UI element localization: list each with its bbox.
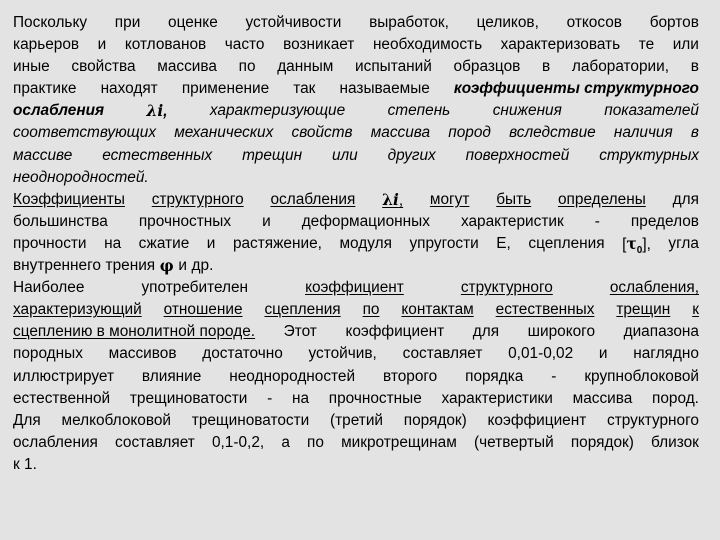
word: влияние [141, 367, 202, 385]
word: и [97, 36, 107, 54]
word: второго [383, 367, 438, 385]
word: трещиноватости [129, 389, 248, 407]
word: применение [181, 80, 270, 98]
word: часто [224, 36, 265, 54]
word: употребителен [141, 279, 249, 297]
word: структурного [460, 279, 553, 297]
word: коэффициенты структурного [453, 80, 699, 98]
word: коэффициент [487, 411, 587, 429]
word: контактам [401, 301, 474, 319]
text-line [13, 277, 699, 299]
word: пределов [630, 212, 699, 230]
word: трещиноватости [191, 411, 310, 429]
word: и [206, 234, 216, 252]
word: пород [448, 124, 491, 142]
word: устойчивости [245, 14, 342, 31]
word: трещин [616, 301, 671, 319]
word: прочностных [138, 212, 232, 230]
word: прочности [13, 234, 87, 252]
word: откосов [566, 14, 622, 31]
word: или [331, 146, 358, 164]
word: свойства [71, 58, 136, 76]
word: внутреннего [13, 257, 101, 275]
word: Для [13, 411, 41, 429]
word: массива [370, 124, 431, 142]
word: составляет [402, 345, 483, 363]
word: отношение [163, 301, 243, 319]
word: по [307, 433, 324, 451]
word: при [114, 14, 141, 31]
word: (четвертый [473, 433, 554, 451]
word: сцепления [264, 301, 341, 319]
text-line [13, 388, 699, 410]
word: 0,1-0,2, [211, 433, 265, 451]
word: степень [387, 102, 451, 120]
word: Наиболее [13, 279, 85, 297]
word: упругости [409, 234, 479, 252]
text-line [13, 410, 699, 432]
word: прочностные [328, 389, 422, 407]
word: характеризовать [500, 36, 621, 54]
word: а [281, 433, 290, 451]
word: породных [13, 345, 83, 363]
word: необходимость [372, 36, 483, 54]
word: устойчив, [308, 345, 377, 363]
word: (третий [330, 411, 384, 429]
text-line [13, 189, 699, 211]
word: массивов [108, 345, 177, 363]
word: естественных [495, 301, 595, 319]
word: быть [496, 190, 532, 208]
word: практике [13, 80, 77, 98]
word: массива [157, 58, 217, 76]
text-line [13, 432, 699, 454]
word: ослабления [13, 433, 98, 451]
word: в [541, 58, 551, 76]
word: Поскольку [13, 14, 88, 31]
word: Коэффициенты [13, 190, 125, 208]
text-line [13, 122, 699, 144]
word: трения [105, 257, 156, 275]
word: в [690, 58, 699, 76]
text-line [13, 366, 699, 388]
text-line [13, 12, 699, 34]
word: механических [174, 124, 274, 142]
word: на [291, 389, 310, 407]
word: структурного [607, 411, 699, 429]
word: снижения [492, 102, 562, 120]
word: λi, [146, 102, 168, 121]
word: и [262, 212, 271, 230]
text-line [13, 34, 699, 56]
word: массива [572, 389, 633, 407]
word: возникает [283, 36, 355, 54]
word: порядок) [570, 433, 634, 451]
word: микротрещинам [341, 433, 457, 451]
word: бортов [649, 14, 699, 31]
word: ослабления, [609, 279, 699, 297]
word: для [672, 190, 699, 208]
word: вследствие [509, 124, 596, 142]
word: лаборатории, [571, 58, 670, 76]
word: соответствующих [13, 124, 157, 142]
text-line [13, 211, 699, 233]
word: характеризующий [13, 301, 142, 319]
word: пород. [652, 389, 699, 407]
word: и [598, 345, 608, 363]
word: показателей [604, 102, 699, 120]
word: 0,01-0,02 [508, 345, 574, 363]
text-line [13, 299, 699, 321]
word: естественных [102, 146, 213, 164]
word: близок [651, 433, 699, 451]
word: коэффициент [345, 323, 445, 341]
word: других [387, 146, 436, 164]
word: наглядно [633, 345, 699, 363]
word: - [594, 212, 600, 230]
word: ослабления [13, 102, 105, 120]
word: сцеплению в монолитной породе. [13, 323, 256, 341]
word: φ [159, 257, 174, 276]
word: неоднородностей [229, 367, 356, 385]
word: структурного [151, 190, 244, 208]
word: структурных [599, 146, 699, 164]
word: оценке [168, 14, 218, 31]
word: по [238, 58, 256, 76]
word: сжатие [138, 234, 190, 252]
word: или [672, 36, 699, 54]
word: к 1. [13, 455, 37, 473]
text-line [13, 255, 699, 277]
word: свойств [291, 124, 353, 142]
text-line [13, 321, 699, 343]
word: характеризующие [209, 102, 346, 120]
word: находят [100, 80, 158, 98]
word: данным [277, 58, 334, 76]
word: в [690, 124, 699, 142]
word: и [178, 257, 187, 275]
text-line [13, 145, 699, 167]
text-line [13, 167, 699, 189]
word: котлованов [124, 36, 207, 54]
word: целиков, [476, 14, 539, 31]
word: растяжение, [232, 234, 322, 252]
word: др. [191, 257, 214, 275]
text-line [13, 233, 699, 255]
word: естественной [13, 389, 111, 407]
document-body [13, 12, 699, 476]
word: выработок, [369, 14, 449, 31]
word: составляет [115, 433, 195, 451]
word: для [472, 323, 500, 341]
text-line [13, 454, 699, 476]
word: деформационных [301, 212, 430, 230]
word: неоднородностей. [13, 168, 149, 186]
word: иллюстрирует [13, 367, 115, 385]
word: большинства [13, 212, 108, 230]
word: - [267, 389, 273, 407]
word: массиве [13, 146, 73, 164]
word: λi, [382, 190, 404, 209]
text-line [13, 78, 699, 100]
word: порядка [465, 367, 524, 385]
word: называемые [339, 80, 430, 98]
word: по [362, 301, 380, 319]
word: наличия [613, 124, 673, 142]
word: - [551, 367, 557, 385]
word: поверхностей [465, 146, 570, 164]
text-line [13, 343, 699, 365]
word: те [638, 36, 655, 54]
word: испытаний [355, 58, 432, 76]
word: мелкоблоковой [61, 411, 172, 429]
text-line [13, 100, 699, 122]
word: широкого [527, 323, 596, 341]
word: модуля [339, 234, 392, 252]
word: коэффициент [305, 279, 404, 297]
word: крупноблоковой [584, 367, 699, 385]
word: могут [429, 190, 470, 208]
word: характеристики [441, 389, 553, 407]
word: Этот [283, 323, 317, 341]
word: иные [13, 58, 50, 76]
word: диапазона [623, 323, 699, 341]
word: к [692, 301, 699, 319]
word: так [293, 80, 316, 98]
word: достаточно [202, 345, 283, 363]
word: порядок) [403, 411, 467, 429]
word: образцов [453, 58, 521, 76]
word: карьеров [13, 36, 80, 54]
word: определены [557, 190, 646, 208]
word: $[\tau_0]$, [622, 234, 651, 257]
word: характеристик [460, 212, 564, 230]
word: Е, [496, 234, 511, 252]
text-line [13, 56, 699, 78]
word: угла [668, 234, 699, 252]
word: на [104, 234, 122, 252]
word: трещин [242, 146, 303, 164]
word: ослабления [270, 190, 356, 208]
word: сцепления [528, 234, 605, 252]
